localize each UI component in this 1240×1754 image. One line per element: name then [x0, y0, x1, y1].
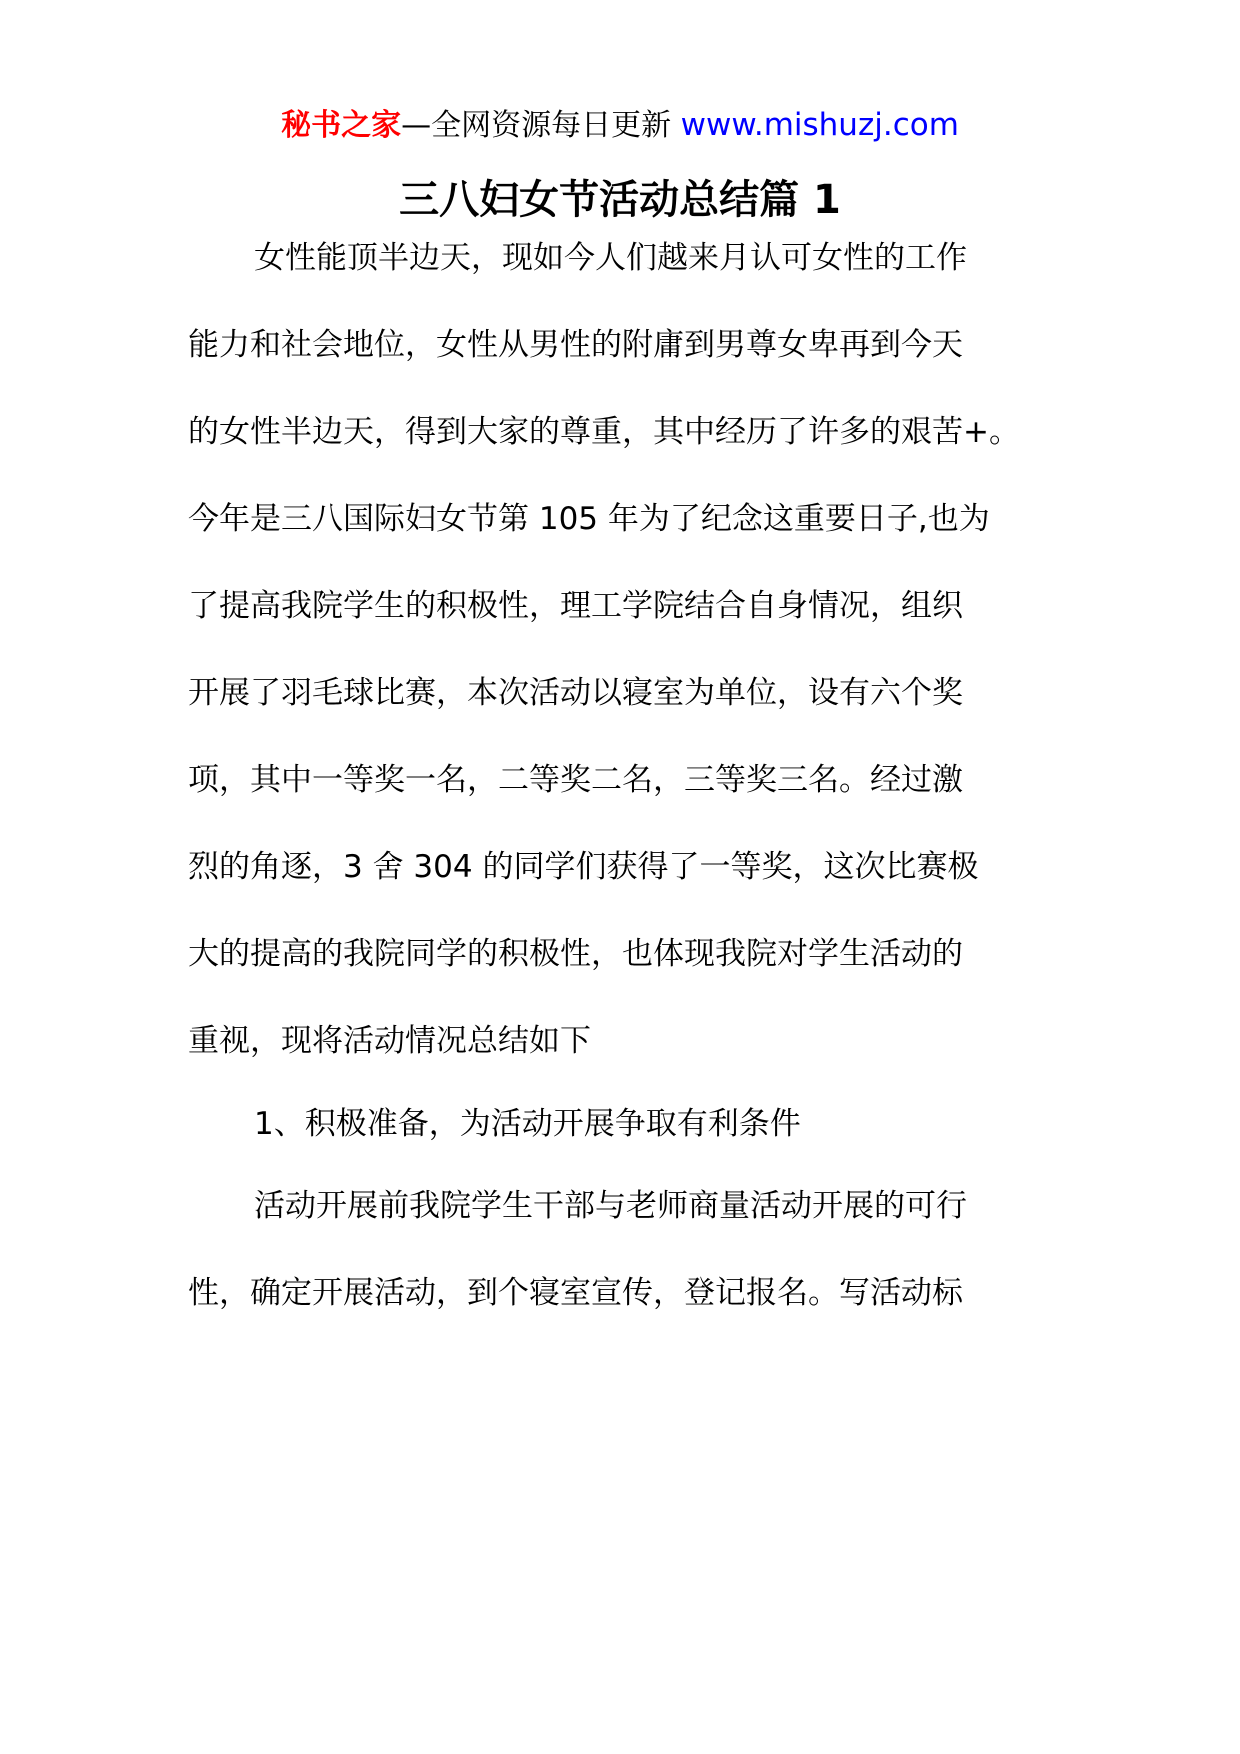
- paragraph-line: 性，确定开展活动，到个寝室宣传，登记报名。写活动标: [188, 1275, 963, 1311]
- paragraph-line: 开展了羽毛球比赛，本次活动以寝室为单位，设有六个奖: [188, 675, 963, 711]
- document-title: 三八妇女节活动总结篇 1: [399, 177, 841, 223]
- paragraph-line: 活动开展前我院学生干部与老师商量活动开展的可行: [254, 1188, 967, 1224]
- paragraph-line: 了提高我院学生的积极性，理工学院结合自身情况，组织: [188, 588, 963, 624]
- site-url-link[interactable]: www.mishuzj.com: [680, 107, 959, 143]
- paragraph-line: 项，其中一等奖一名，二等奖二名，三等奖三名。经过激: [188, 762, 963, 798]
- paragraph-line: 烈的角逐，3 舍 304 的同学们获得了一等奖，这次比赛极: [188, 849, 979, 885]
- site-header: [0, 103, 1240, 148]
- paragraph-line: 女性能顶半边天，现如今人们越来月认可女性的工作: [254, 240, 967, 276]
- paragraph-line: 今年是三八国际妇女节第 105 年为了纪念这重要日子,也为: [188, 501, 990, 537]
- paragraph-line: 大的提高的我院同学的积极性，也体现我院对学生活动的: [188, 936, 963, 972]
- paragraph-line: 重视，现将活动情况总结如下: [188, 1023, 591, 1059]
- brand-name: 秘书之家: [281, 108, 402, 143]
- paragraph-line: 的女性半边天，得到大家的尊重，其中经历了许多的艰苦+。: [188, 414, 1020, 450]
- paragraph-line: 能力和社会地位，女性从男性的附庸到男尊女卑再到今天: [188, 327, 963, 363]
- header-slogan: —全网资源每日更新: [401, 108, 681, 143]
- section-heading: 1、积极准备，为活动开展争取有利条件: [254, 1106, 801, 1142]
